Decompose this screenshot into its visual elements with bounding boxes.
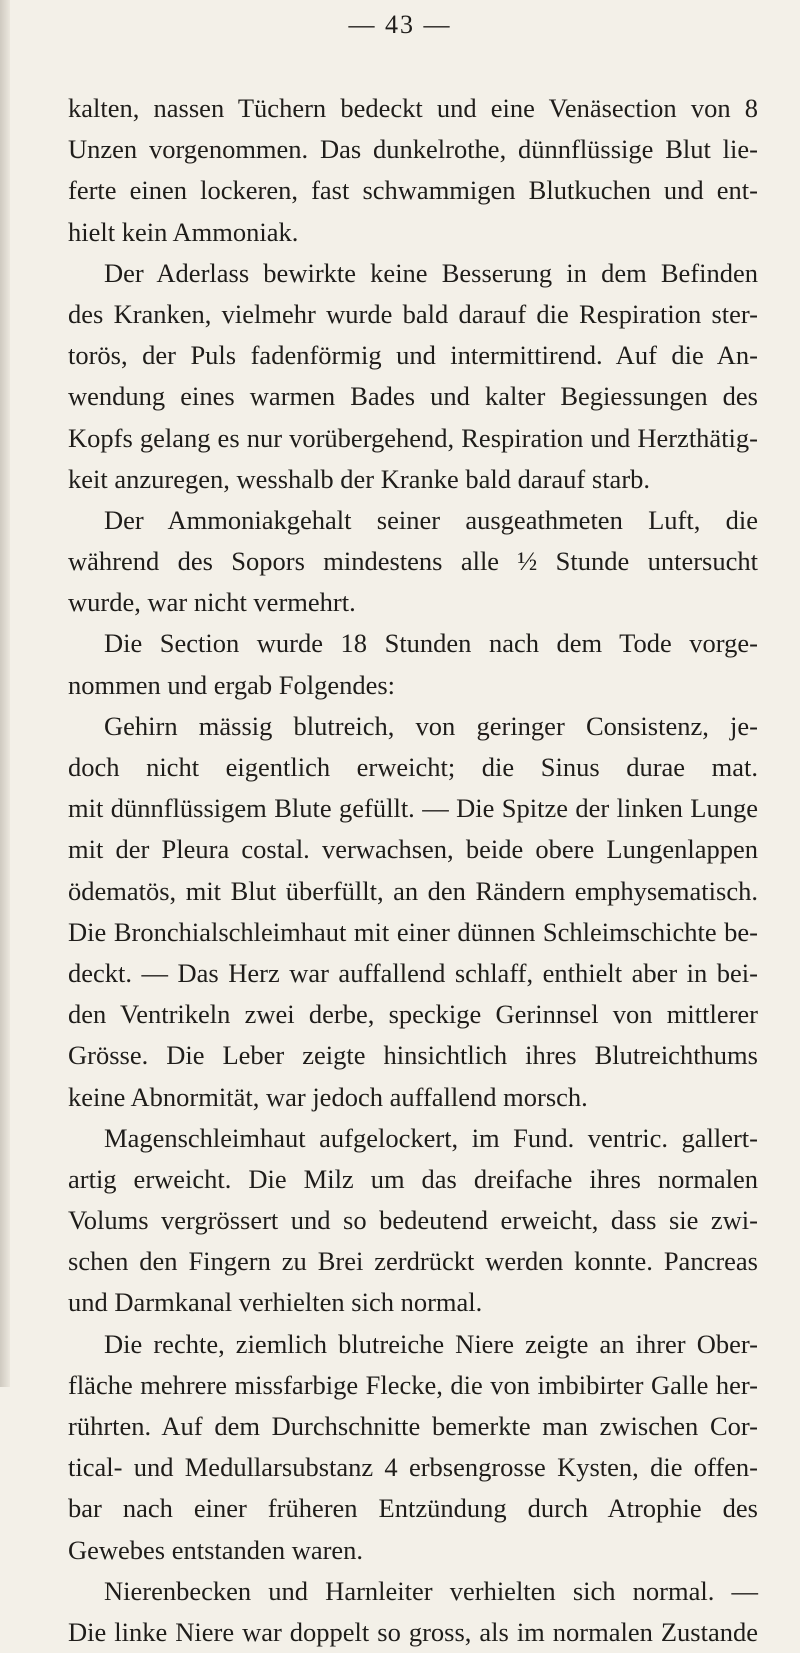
text-line: fläche mehrere missfarbige Flecke, die von imbibirter Galle her-	[68, 1369, 758, 1400]
text-line: während des Sopors mindestens alle ½ Stunde untersucht	[68, 546, 758, 577]
text-line: Nierenbecken und Harnleiter verhielten sich normal. —	[104, 1575, 758, 1606]
text-line: und Darmkanal verhielten sich normal.	[68, 1287, 483, 1318]
text-line: mit der Pleura costal. verwachsen, beide obere Lungenlappen	[68, 834, 758, 865]
page-number: — 43 —	[348, 10, 452, 39]
text-line: ferte einen lockeren, fast schwammigen Blutkuchen und ent-	[68, 175, 758, 206]
text-line: bar nach einer früheren Entzündung durch Atrophie des	[68, 1493, 758, 1524]
text-line: Magenschleimhaut aufgelockert, im Fund. ventric. gallert-	[104, 1122, 758, 1153]
text-line: kalten, nassen Tüchern bedeckt und eine Venäsection von 8	[68, 93, 758, 123]
text-line: artig erweicht. Die Milz um das dreifache ihres normalen	[68, 1163, 758, 1194]
text-line: den Ventrikeln zwei derbe, speckige Gerinnsel von mittlerer	[68, 999, 758, 1030]
text-line: doch nicht eigentlich erweicht; die Sinus durae mat.	[68, 752, 758, 782]
text-line: nommen und ergab Folgendes:	[68, 669, 396, 700]
text-line: deckt. — Das Herz war auffallend schlaff, enthielt aber in bei-	[68, 957, 758, 988]
body-text	[68, 88, 758, 1653]
text-line: Die Section wurde 18 Stunden nach dem Tode vorge-	[104, 628, 758, 659]
text-line: wurde, war nicht vermehrt.	[68, 587, 356, 618]
text-line: Die linke Niere war doppelt so gross, als im normalen Zustande	[68, 1616, 758, 1647]
text-line: ödematös, mit Blut überfüllt, an den Rändern emphysematisch.	[68, 875, 758, 906]
text-line: Der Aderlass bewirkte keine Besserung in dem Befinden	[104, 257, 758, 288]
page-binding-edge	[0, 0, 10, 1387]
text-line: mit dünnflüssigem Blute gefüllt. — Die Spitze der linken Lunge	[68, 793, 758, 824]
text-line: wendung eines warmen Bades und kalter Begiessungen des	[68, 381, 758, 412]
text-line: Volums vergrössert und so bedeutend erweicht, dass sie zwi-	[68, 1205, 758, 1236]
text-line: keine Abnormität, war jedoch auffallend morsch.	[68, 1081, 588, 1112]
text-line: torös, der Puls fadenförmig und intermittirend. Auf die An-	[68, 340, 758, 371]
text-line: Die rechte, ziemlich blutreiche Niere zeigte an ihrer Ober-	[104, 1328, 758, 1359]
text-line: des Kranken, vielmehr wurde bald darauf die Respiration ster-	[68, 298, 758, 329]
text-line: Die Bronchialschleimhaut mit einer dünnen Schleimschichte be-	[68, 916, 758, 947]
text-line: rührten. Auf dem Durchschnitte bemerkte man zwischen Cor-	[68, 1411, 758, 1441]
text-line: tical- und Medullarsubstanz 4 erbsengrosse Kysten, die offen-	[68, 1452, 758, 1483]
text-line: Unzen vorgenommen. Das dunkelrothe, dünnflüssige Blut lie-	[68, 134, 758, 165]
text-line: Der Ammoniakgehalt seiner ausgeathmeten Luft, die	[104, 504, 758, 535]
text-line: keit anzuregen, wesshalb der Kranke bald darauf starb.	[68, 463, 651, 494]
text-line: schen den Fingern zu Brei zerdrückt werden konnte. Pancreas	[68, 1246, 758, 1277]
text-line: Gehirn mässig blutreich, von geringer Consistenz, je-	[104, 710, 758, 741]
text-line: hielt kein Ammoniak.	[68, 216, 299, 247]
text-line: Gewebes entstanden waren.	[68, 1534, 364, 1565]
text-line: Kopfs gelang es nur vorübergehend, Respiration und Herzthätig-	[68, 422, 758, 453]
text-line: Grösse. Die Leber zeigte hinsichtlich ihres Blutreichthums	[68, 1040, 758, 1071]
